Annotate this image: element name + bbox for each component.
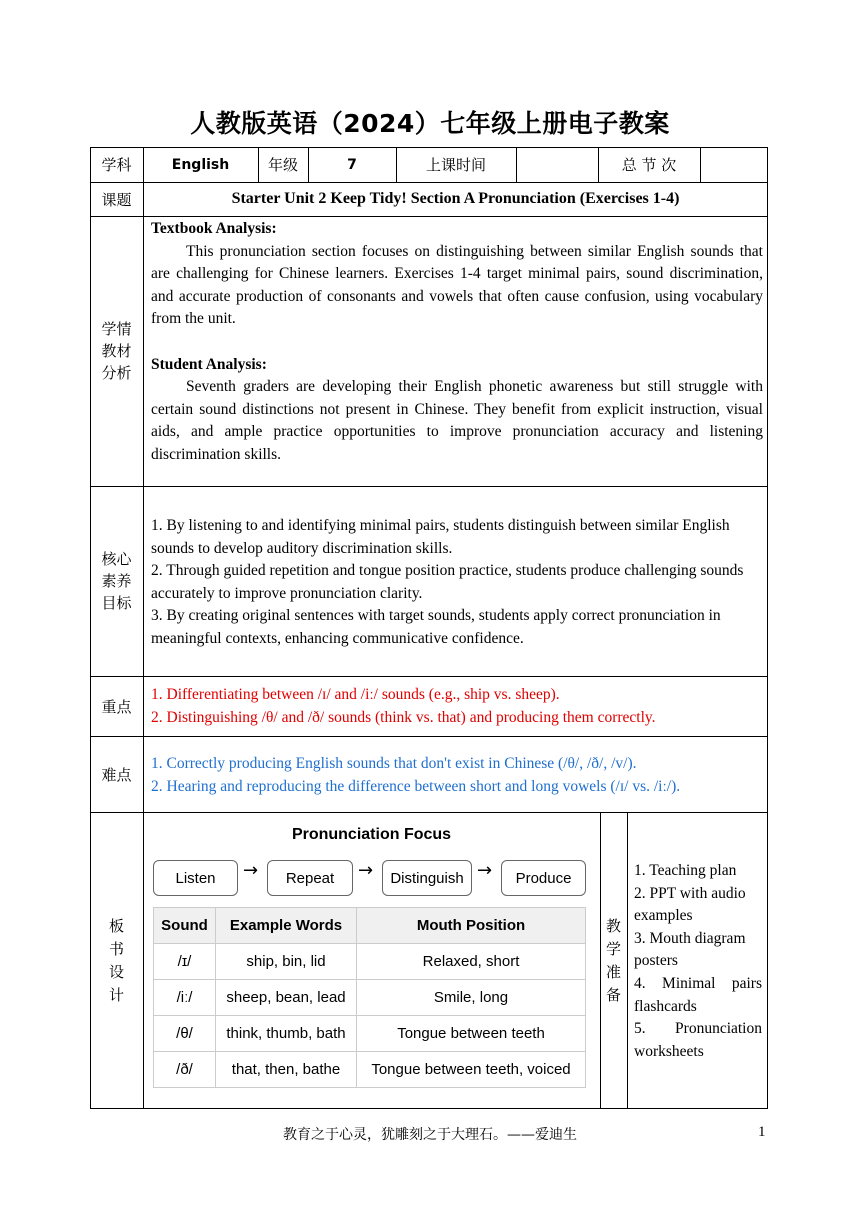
mouth-position-cell: Smile, long [357,980,586,1016]
key-point-item: 2. Distinguishing /θ/ and /ð/ sounds (think vs. that) and producing them correctly. [151,708,656,726]
student-text: Seventh graders are developing their English phonetic awareness but still struggle with certain sound distinctions not present in Chinese. They benefit from explicit instruction, visual aids, and ample practice opportunities to improve pronunciation accuracy and listening discrimination skills. [151,378,763,463]
example-words-cell: think, thumb, bath [216,1016,357,1052]
topic-label: 课题 [101,190,132,209]
prep-item: 2. PPT with audio examples [634,884,746,925]
col-divider [143,147,144,1109]
arrow-icon: → [477,860,493,881]
student-heading: Student Analysis: [151,355,267,373]
arrow-icon: → [243,860,259,881]
table-row [154,944,586,980]
total-label: 总 节 次 [621,156,677,174]
grade-value: 7 [347,156,357,173]
analysis-label-cell [90,216,143,486]
mouth-position-cell: Tongue between teeth [357,1016,586,1052]
prep-item: 5. Pronunciation worksheets [634,1020,762,1060]
table-row [154,980,586,1016]
prep-item: 3. Mouth diagram posters [634,929,746,970]
core-label-cell [90,486,143,676]
core-item: 1. By listening to and identifying minimal pairs, students distinguish between similar English sounds to develop auditory discrimination skills. [151,517,730,557]
row-divider [90,486,768,487]
table-row [154,1052,586,1088]
arrow-icon: → [358,860,374,881]
row-divider [90,736,768,737]
difficult-points-content [151,753,763,798]
grade-label: 年级 [267,156,298,174]
table-header-row [154,908,586,944]
prep-label: 教学准备 [605,916,621,1004]
board-label-cell [90,812,143,1109]
page-title: 人教版英语（2024）七年级上册电子教案 [190,109,670,138]
sound-cell: /ɪ/ [154,944,216,980]
time-label: 上课时间 [425,156,486,174]
core-content [151,515,763,651]
prep-content [634,860,762,1063]
key-point-item: 1. Differentiating between /ɪ/ and /iː/ sounds (e.g., ship vs. sheep). [151,686,560,703]
prep-item: 1. Teaching plan [634,862,737,879]
core-item: 2. Through guided repetition and tongue position practice, students produce challenging sounds accurately to improve pronunciation clarity. [151,562,744,602]
flow-step-repeat: Repeat [267,860,353,896]
difficult-point-item: 1. Correctly producing English sounds that don't exist in Chinese (/θ/, /ð/, /v/). [151,755,637,772]
prep-item: 4. Minimal pairs flashcards [634,974,762,1015]
key-points-content [151,684,763,729]
mouth-position-cell: Relaxed, short [357,944,586,980]
prep-label-cell [600,812,627,1109]
total-value [700,147,768,182]
sound-cell: /iː/ [154,980,216,1016]
row-divider [90,216,768,217]
textbook-heading: Textbook Analysis: [151,220,277,237]
analysis-label: 学情教材分析 [101,320,132,382]
analysis-content [151,218,763,467]
flow-step-distinguish: Distinguish [382,860,472,896]
sound-cell: /θ/ [154,1016,216,1052]
time-value [516,147,598,182]
row-divider [90,676,768,677]
flow-step-produce: Produce [501,860,586,896]
sound-cell: /ð/ [154,1052,216,1088]
example-words-cell: sheep, bean, lead [216,980,357,1016]
column-header-example-words: Example Words [216,908,357,944]
subject-label: 学科 [101,156,132,174]
core-label: 核心素养目标 [101,550,132,612]
difficult-point-item: 2. Hearing and reproducing the difference between short and long vowels (/ɪ/ vs. /iː/). [151,777,681,795]
column-header-mouth-position: Mouth Position [357,908,586,944]
subject-value: English [171,156,230,173]
difficult-points-label: 难点 [101,765,132,784]
mouth-position-cell: Tongue between teeth, voiced [357,1052,586,1088]
table-row [154,1016,586,1052]
flow-step-listen: Listen [153,860,238,896]
example-words-cell: that, then, bathe [216,1052,357,1088]
textbook-text: This pronunciation section focuses on distinguishing between similar English sounds that are challenging for Chinese learners. Exercises 1-4 target minimal pairs, sound discrimination, and accurate production of consonants and vowels that often cause confusion, using vocabulary from the unit. [151,242,763,328]
footer-quote: 教育之于心灵，犹雕刻之于大理石。——爱迪生 [283,1127,577,1143]
page-number: 1 [758,1124,766,1140]
column-header-sound: Sound [154,908,216,944]
example-words-cell: ship, bin, lid [216,944,357,980]
pronunciation-table [153,907,586,1088]
key-points-label: 重点 [101,697,132,716]
core-item: 3. By creating original sentences with target sounds, students apply correct pronunciation in meaningful contexts, enhancing communicative confidence. [151,607,721,647]
board-label: 板书设计 [108,916,124,1004]
topic-value: Starter Unit 2 Keep Tidy! Section A Pronunciation (Exercises 1-4) [231,190,680,207]
row-divider [90,812,768,813]
col-divider [627,812,628,1109]
board-heading: Pronunciation Focus [291,826,452,843]
